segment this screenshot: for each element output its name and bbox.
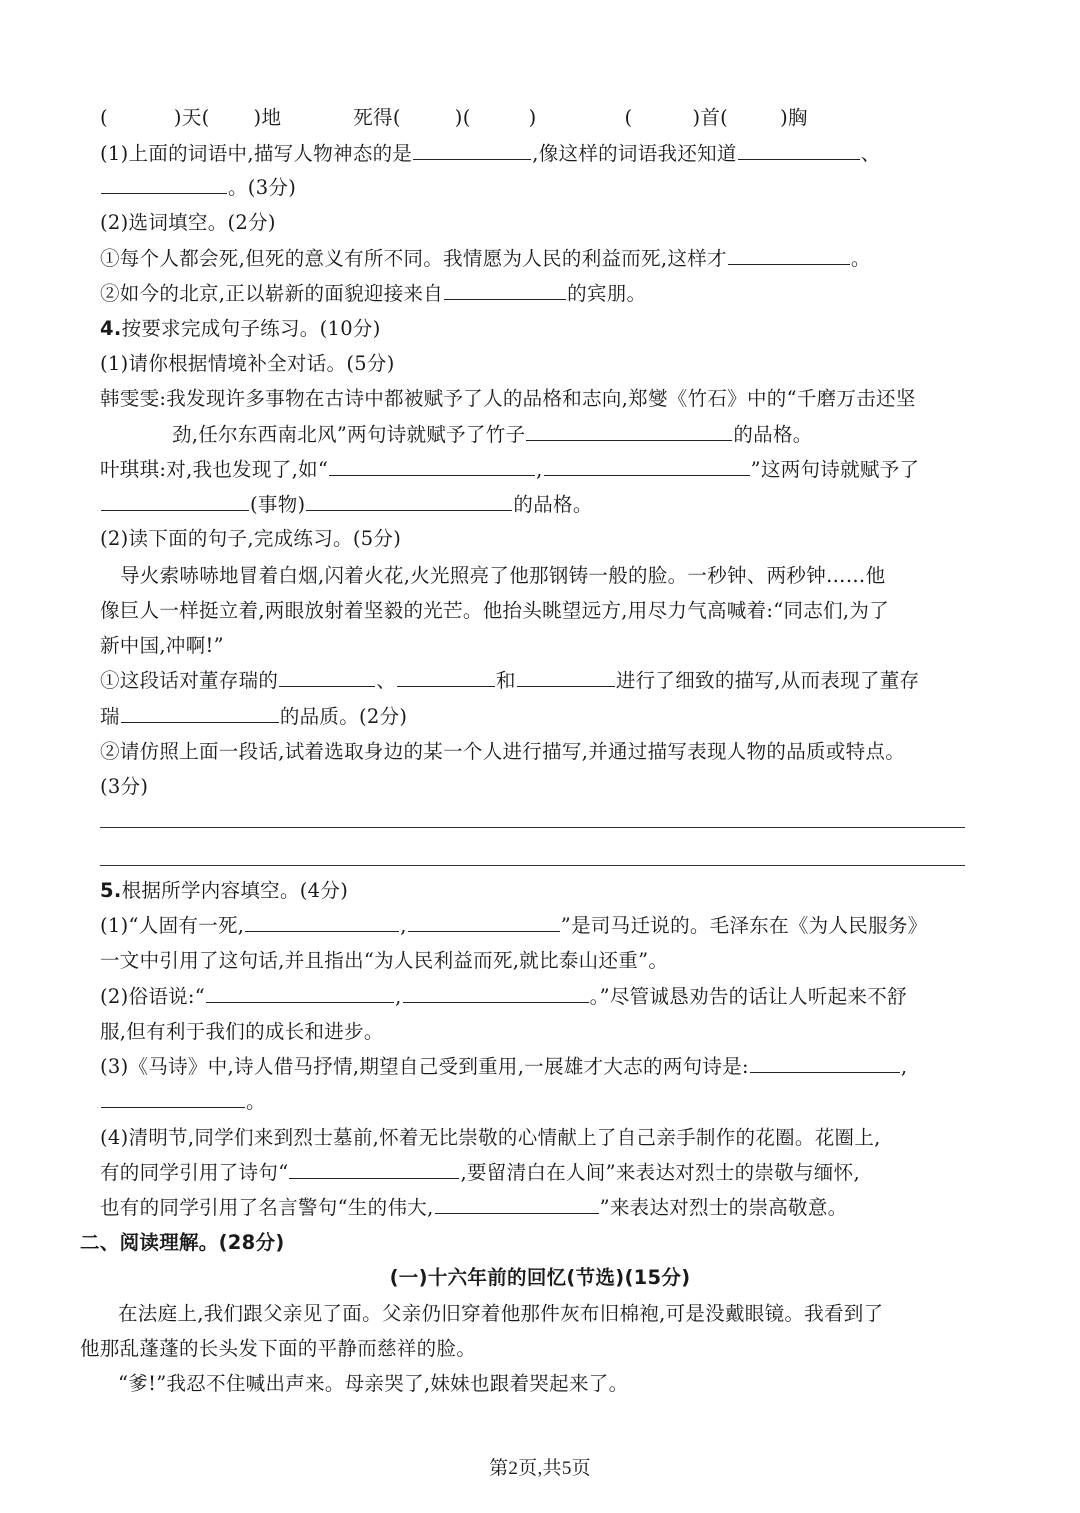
answer-blank[interactable]: [526, 422, 732, 441]
q5-part1-line2: 一文中引用了这句话,并且指出“为人民利益而死,就比泰山还重”。: [100, 949, 669, 972]
answer-line[interactable]: [100, 865, 965, 866]
answer-blank[interactable]: [413, 141, 531, 160]
idiom-text: )天(: [173, 106, 210, 129]
section-heading: 二、阅读理解。(28分): [80, 1231, 285, 1254]
answer-blank[interactable]: [306, 492, 512, 511]
answer-blank[interactable]: [121, 704, 279, 723]
answer-blank[interactable]: [544, 457, 750, 476]
answer-blank[interactable]: [329, 457, 535, 476]
q4-part2-item2-line1: ②请仿照上面一段话,试着选取身边的某一个人进行描写,并通过描写表现人物的品质或特点。: [100, 740, 905, 763]
dialogue-ye-line1: 叶琪琪:对,我也发现了,如“ , ”这两句诗就赋予了: [100, 458, 920, 481]
answer-blank[interactable]: [403, 984, 589, 1003]
reading-paragraph: 在法庭上,我们跟父亲见了面。父亲仍旧穿着他那件灰布旧棉袍,可是没戴眼镜。我看到了: [118, 1302, 884, 1325]
q3-part2-item2: ②如今的北京,正以崭新的面貌迎接来自 的宾朋。: [100, 282, 647, 305]
q5-part4-line2: 有的同学引用了诗句“ ,要留清白在人间”来表达对烈士的崇敬与缅怀,: [100, 1161, 860, 1184]
idiom-text: (: [100, 106, 108, 129]
q4-part1-title: (1)请你根据情境补全对话。(5分): [100, 352, 395, 375]
q3-part1-line1: (1)上面的词语中,描写人物神态的是 ,像这样的词语我还知道 、: [100, 142, 881, 165]
q5-part2-line1: (2)俗语说:“ , 。”尽管诚恳劝告的话让人听起来不舒: [100, 985, 907, 1008]
q3-part1-line2: 。(3分): [100, 174, 296, 202]
answer-blank[interactable]: [738, 141, 860, 160]
idiom-text: )胸: [780, 106, 808, 129]
page-number: 第2页,共5页: [489, 1458, 591, 1479]
idiom-text: )首(: [692, 106, 729, 129]
reading-title: (一)十六年前的回忆(节选)(15分): [389, 1266, 691, 1289]
passage-line: 像巨人一样挺立着,两眼放射着坚毅的光芒。他抬头眺望远方,用尽力气高喊着:“同志们,为了: [100, 599, 890, 622]
q5-part1-line1: (1)“人固有一死, , ”是司马迁说的。毛泽东在《为人民服务》: [100, 914, 928, 937]
answer-blank[interactable]: [408, 913, 560, 932]
q5-part3-line1: (3)《马诗》中,诗人借马抒情,期望自己受到重用,一展雄才大志的两句诗是: ,: [100, 1055, 908, 1078]
q3-part2-title: (2)选词填空。(2分): [100, 211, 276, 234]
answer-blank[interactable]: [517, 668, 615, 687]
q5-part3-line2: 。: [100, 1088, 266, 1116]
idiom-text: )地: [253, 106, 282, 129]
q5-heading: 5.根据所学内容填空。(4分): [100, 879, 349, 902]
q4-part2-item2-line2: (3分): [100, 775, 149, 798]
answer-blank[interactable]: [206, 984, 394, 1003]
idiom-text: )(: [454, 106, 471, 129]
q4-part2-item1-line1: ①这段话对董存瑞的 、 和 进行了细致的描写,从而表现了董存: [100, 669, 920, 692]
answer-blank[interactable]: [279, 668, 375, 687]
idiom-text: 死得(: [353, 106, 401, 129]
answer-blank[interactable]: [289, 1160, 459, 1179]
idiom-row: [100, 104, 808, 132]
q4-part2-title: (2)读下面的句子,完成练习。(5分): [100, 527, 402, 550]
dialogue-han-line1: 韩雯雯:我发现许多事物在古诗中都被赋予了人的品格和志向,郑燮《竹石》中的“千磨万击还坚: [100, 387, 916, 410]
answer-blank[interactable]: [444, 281, 566, 300]
idiom-text: (: [624, 106, 633, 129]
reading-paragraph: “爹!”我忍不住喊出声来。母亲哭了,妹妹也跟着哭起来了。: [118, 1372, 629, 1395]
q3-part2-item1: ①每个人都会死,但死的意义有所不同。我情愿为人民的利益而死,这样才 。: [100, 247, 871, 270]
dialogue-han-line2: 劲,任尔东西南北风”两句诗就赋予了竹子 的品格。: [172, 423, 813, 446]
answer-blank[interactable]: [435, 1195, 599, 1214]
idiom-text: ): [528, 106, 537, 129]
q5-part2-line2: 服,但有利于我们的成长和进步。: [100, 1020, 384, 1043]
dialogue-ye-line2: (事物) 的品格。: [100, 491, 593, 519]
q4-part2-item1-line2: 瑞 的品质。(2分): [100, 705, 408, 728]
answer-blank[interactable]: [101, 175, 227, 194]
answer-line[interactable]: [100, 827, 965, 828]
answer-blank[interactable]: [101, 1089, 245, 1108]
q5-part4-line3: 也有的同学引用了名言警句“生的伟大, ”来表达对烈士的崇高敬意。: [100, 1196, 848, 1219]
reading-paragraph: 他那乱蓬蓬的长头发下面的平静而慈祥的脸。: [80, 1337, 477, 1360]
answer-blank[interactable]: [728, 246, 850, 265]
q5-part4-line1: (4)清明节,同学们来到烈士墓前,怀着无比崇敬的心情献上了自己亲手制作的花圈。花圈上,: [100, 1126, 881, 1149]
answer-blank[interactable]: [750, 1054, 900, 1073]
answer-blank[interactable]: [397, 668, 495, 687]
answer-blank[interactable]: [101, 492, 249, 511]
answer-blank[interactable]: [245, 913, 399, 932]
passage-line: 新中国,冲啊!”: [100, 634, 224, 657]
q4-heading: 4.按要求完成句子练习。(10分): [100, 317, 381, 340]
passage-line: 导火索哧哧地冒着白烟,闪着火花,火光照亮了他那钢铸一般的脸。一秒钟、两秒钟……他: [120, 564, 886, 587]
